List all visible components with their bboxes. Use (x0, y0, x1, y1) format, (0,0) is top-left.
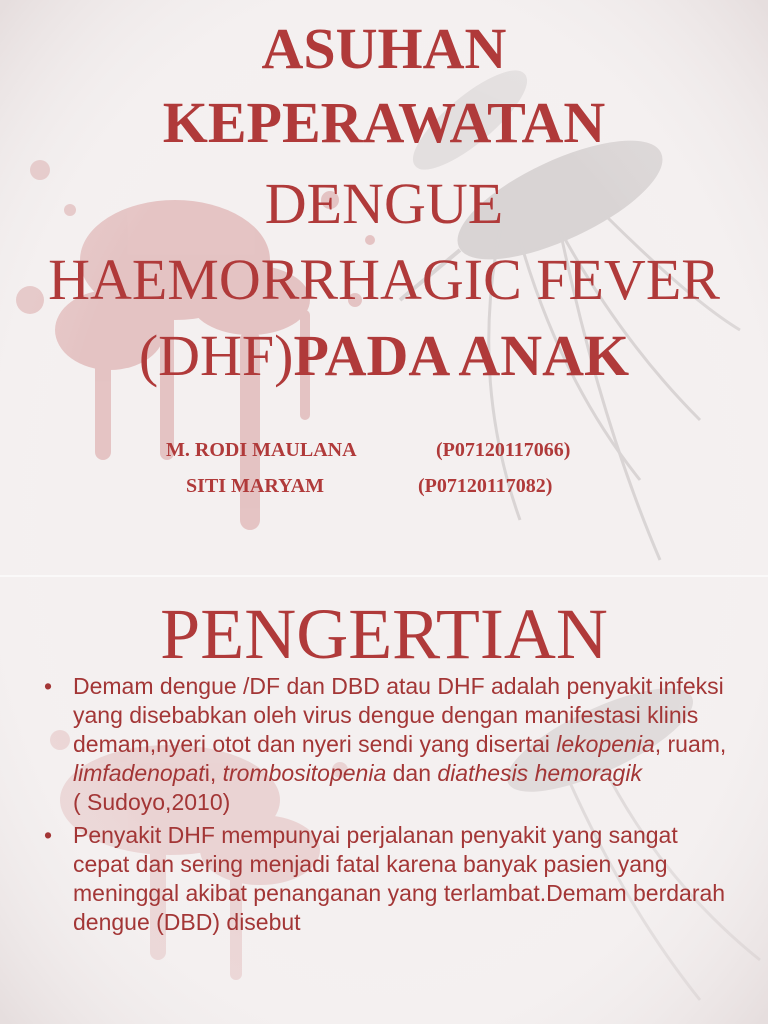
author-name-2: SITI MARYAM (186, 475, 325, 497)
citation: ( Sudoyo,2010) (73, 789, 231, 815)
italic-term: limfadenopat (73, 760, 205, 786)
author-name-1: M. RODI MAULANA (166, 439, 357, 461)
italic-term: trombositopenia (222, 760, 387, 786)
title-abbreviation: (DHF) (138, 323, 294, 388)
title-line-3: DENGUE (264, 171, 504, 236)
bullet-item-1 (40, 672, 740, 817)
bullet-list (40, 672, 740, 941)
bullet-text: , ruam, (654, 731, 727, 757)
bullet-text: dan (386, 760, 438, 786)
author-id-2: (P07120117082) (418, 475, 553, 497)
italic-term: lekopenia (556, 731, 655, 757)
title-line-2: KEPERAWATAN (162, 90, 606, 155)
bullet-item-2 (40, 821, 740, 937)
bullet-text: Penyakit DHF mempunyai perjalanan penyakit yang sangat cepat dan sering menjadi fatal karena banyak pasien yang meninggal akibat penanganan yang terlambat.Demam berdarah dengue (DBD) disebut (73, 822, 726, 935)
title-subject: PADA ANAK (293, 323, 630, 388)
title-line-5 (0, 324, 768, 388)
bullet-text: i, (204, 760, 223, 786)
bullet-text: Demam dengue /DF dan DBD atau DHF adalah penyakit infeksi yang disebabkan oleh virus dengue dengan manifestasi klinis demam,nyeri otot dan nyeri sendi yang disertai (73, 673, 724, 757)
section-heading: PENGERTIAN (160, 594, 608, 674)
title-line-4: HAEMORRHAGIC FEVER (48, 247, 720, 312)
author-id-1: (P07120117066) (436, 439, 571, 461)
italic-term: diathesis hemoragik (437, 760, 642, 786)
bullet-marker: • (44, 673, 53, 699)
content-slide (0, 576, 768, 1024)
title-line-1: ASUHAN (261, 16, 507, 81)
bullet-marker: • (44, 822, 53, 848)
